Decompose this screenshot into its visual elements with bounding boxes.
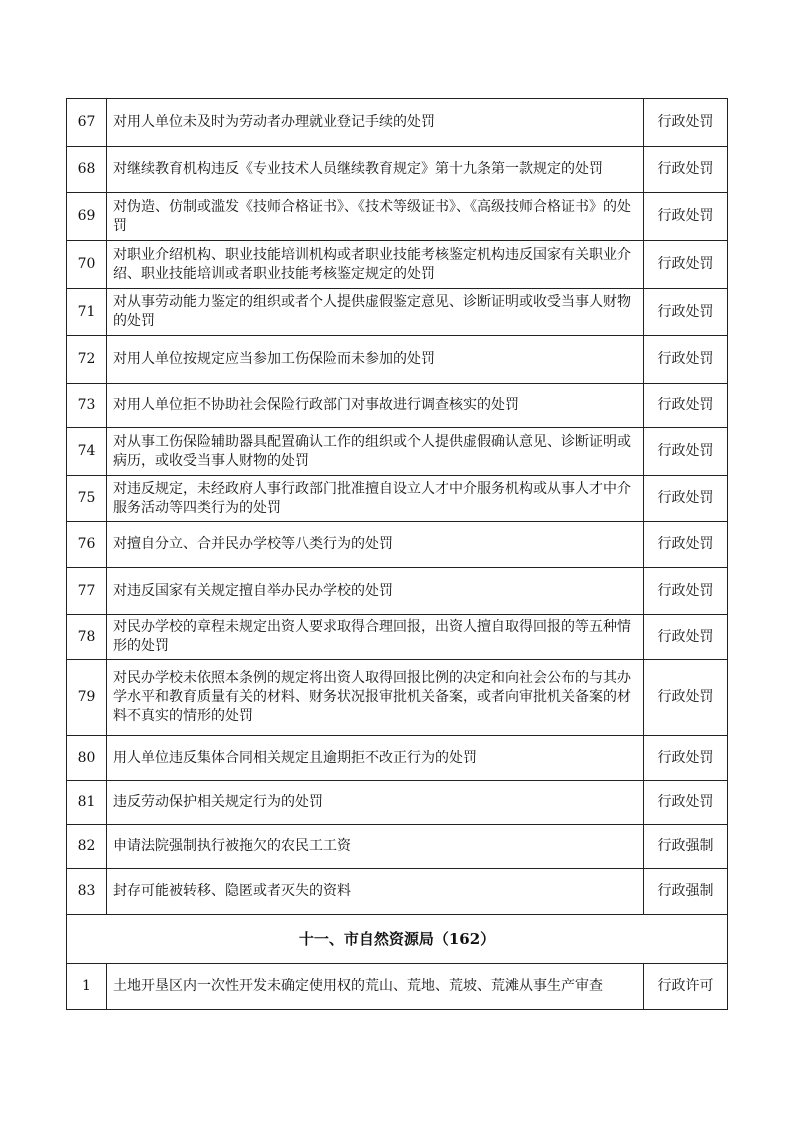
item-category: 行政许可 xyxy=(644,964,728,1010)
row-number: 72 xyxy=(67,336,107,384)
item-name: 对用人单位未及时为劳动者办理就业登记手续的处罚 xyxy=(107,99,644,147)
item-name: 对民办学校未依照本条例的规定将出资人取得回报比例的决定和向社会公布的与其办学水平和教育质量有关的材料、财务状况报审批机关备案，或者向审批机关备案的材料不真实的情形的处罚 xyxy=(107,660,644,736)
item-category: 行政处罚 xyxy=(644,476,728,522)
table-row xyxy=(67,869,728,915)
item-category: 行政处罚 xyxy=(644,289,728,336)
item-name: 对违反规定，未经政府人事行政部门批准擅自设立人才中介服务机构或从事人才中介服务活动等四类行为的处罚 xyxy=(107,476,644,522)
row-number: 81 xyxy=(67,781,107,825)
row-number: 80 xyxy=(67,736,107,781)
item-category: 行政处罚 xyxy=(644,336,728,384)
item-name: 对职业介绍机构、职业技能培训机构或者职业技能考核鉴定机构违反国家有关职业介绍、职业技能培训或者职业技能考核鉴定规定的处罚 xyxy=(107,241,644,289)
table-row xyxy=(67,781,728,825)
item-name: 对从事劳动能力鉴定的组织或者个人提供虚假鉴定意见、诊断证明或收受当事人财物的处罚 xyxy=(107,289,644,336)
row-number: 79 xyxy=(67,660,107,736)
table-body xyxy=(67,99,728,1010)
item-category: 行政处罚 xyxy=(644,193,728,241)
item-name: 对违反国家有关规定擅自举办民办学校的处罚 xyxy=(107,568,644,615)
item-name: 用人单位违反集体合同相关规定且逾期拒不改正行为的处罚 xyxy=(107,736,644,781)
table-row xyxy=(67,241,728,289)
item-category: 行政处罚 xyxy=(644,615,728,660)
row-number: 83 xyxy=(67,869,107,915)
item-name: 对用人单位拒不协助社会保险行政部门对事故进行调查核实的处罚 xyxy=(107,384,644,428)
table-row xyxy=(67,736,728,781)
table-row xyxy=(67,384,728,428)
row-number: 67 xyxy=(67,99,107,147)
item-name: 申请法院强制执行被拖欠的农民工工资 xyxy=(107,825,644,869)
row-number: 68 xyxy=(67,147,107,193)
table-row xyxy=(67,193,728,241)
row-number: 78 xyxy=(67,615,107,660)
table-row xyxy=(67,476,728,522)
item-name: 封存可能被转移、隐匿或者灭失的资料 xyxy=(107,869,644,915)
item-category: 行政处罚 xyxy=(644,99,728,147)
section-title: 十一、市自然资源局（162） xyxy=(67,915,728,964)
row-number: 1 xyxy=(67,964,107,1010)
row-number: 73 xyxy=(67,384,107,428)
table-row xyxy=(67,825,728,869)
table-row xyxy=(67,660,728,736)
item-category: 行政处罚 xyxy=(644,568,728,615)
item-name: 土地开垦区内一次性开发未确定使用权的荒山、荒地、荒坡、荒滩从事生产审查 xyxy=(107,964,644,1010)
table-row xyxy=(67,568,728,615)
row-number: 69 xyxy=(67,193,107,241)
power-list-table xyxy=(66,98,728,1010)
row-number: 74 xyxy=(67,428,107,476)
item-category: 行政处罚 xyxy=(644,241,728,289)
item-category: 行政处罚 xyxy=(644,384,728,428)
item-name: 对擅自分立、合并民办学校等八类行为的处罚 xyxy=(107,522,644,568)
item-name: 对民办学校的章程未规定出资人要求取得合理回报，出资人擅自取得回报的等五种情形的处罚 xyxy=(107,615,644,660)
table-row xyxy=(67,289,728,336)
row-number: 75 xyxy=(67,476,107,522)
item-category: 行政处罚 xyxy=(644,147,728,193)
item-name: 对继续教育机构违反《专业技术人员继续教育规定》第十九条第一款规定的处罚 xyxy=(107,147,644,193)
row-number: 82 xyxy=(67,825,107,869)
table-row xyxy=(67,964,728,1010)
table-row xyxy=(67,522,728,568)
item-category: 行政处罚 xyxy=(644,428,728,476)
section-header-row xyxy=(67,915,728,964)
table-row xyxy=(67,336,728,384)
item-category: 行政处罚 xyxy=(644,736,728,781)
row-number: 70 xyxy=(67,241,107,289)
item-name: 对伪造、仿制或滥发《技师合格证书》、《技术等级证书》、《高级技师合格证书》的处罚 xyxy=(107,193,644,241)
table-row xyxy=(67,99,728,147)
table-row xyxy=(67,428,728,476)
table-row xyxy=(67,615,728,660)
item-category: 行政处罚 xyxy=(644,522,728,568)
item-category: 行政处罚 xyxy=(644,660,728,736)
table-row xyxy=(67,147,728,193)
item-category: 行政强制 xyxy=(644,869,728,915)
item-category: 行政处罚 xyxy=(644,781,728,825)
row-number: 77 xyxy=(67,568,107,615)
row-number: 76 xyxy=(67,522,107,568)
item-category: 行政强制 xyxy=(644,825,728,869)
item-name: 违反劳动保护相关规定行为的处罚 xyxy=(107,781,644,825)
row-number: 71 xyxy=(67,289,107,336)
item-name: 对从事工伤保险辅助器具配置确认工作的组织或个人提供虚假确认意见、诊断证明或病历，或收受当事人财物的处罚 xyxy=(107,428,644,476)
item-name: 对用人单位按规定应当参加工伤保险而未参加的处罚 xyxy=(107,336,644,384)
